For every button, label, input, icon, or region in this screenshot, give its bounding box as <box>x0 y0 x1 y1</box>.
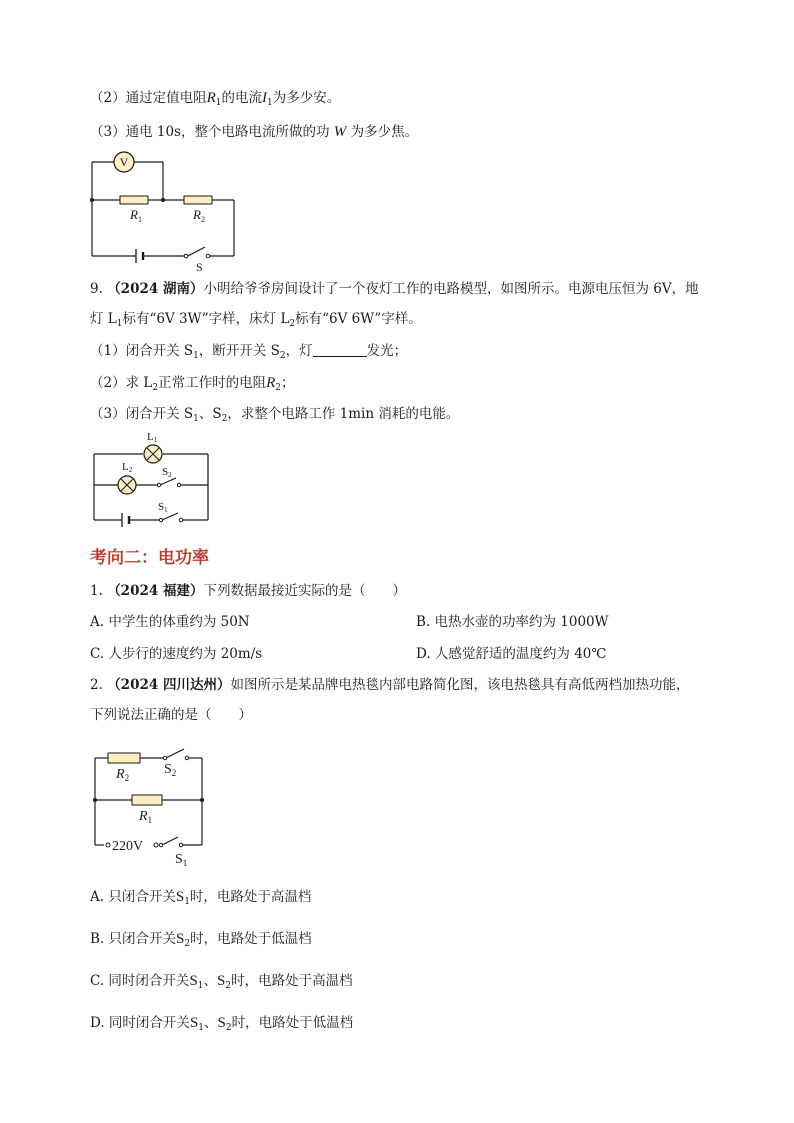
resistor-r2-icon <box>108 753 140 763</box>
q8-part2-mid: 的电流 <box>221 90 262 106</box>
q9-stem-line2 <box>90 309 422 334</box>
q2-option-b-suffix: 时，电路处于低温档 <box>190 931 312 947</box>
q2-option-b[interactable] <box>90 929 312 954</box>
q8-part2-I-sub: 1 <box>267 98 273 108</box>
q1-option-d[interactable]: D. 人感觉舒适的温度约为 40℃ <box>416 646 607 662</box>
switch-contact <box>157 483 160 486</box>
l1-label: L1 <box>147 431 158 444</box>
junction-dot <box>200 798 204 802</box>
battery-icon <box>136 249 143 263</box>
q9-p2-a: （2）求 L <box>90 375 153 391</box>
switch-contact <box>159 518 162 521</box>
q2-option-b-prefix: B. 只闭合开关 <box>90 931 177 947</box>
switch-contact <box>185 756 188 759</box>
q2-option-c-suffix: 时，电路处于高温档 <box>231 973 353 989</box>
q9-circuit-diagram <box>88 428 216 530</box>
q9-part3 <box>90 404 459 429</box>
q9-stem2-a: 灯 L <box>90 311 117 327</box>
q1-option-c[interactable]: C. 人步行的速度约为 20m/s <box>90 646 263 662</box>
q9-answer-blank[interactable] <box>313 342 367 357</box>
lamp-l2-icon <box>118 476 136 494</box>
q9-stem2-c: 标有“6V 6W”字样。 <box>295 311 422 327</box>
q8-part2-R: R <box>206 90 216 106</box>
switch-contact <box>179 518 182 521</box>
q8-circuit-diagram <box>86 150 246 274</box>
q9-p1-b-sub: 2 <box>279 351 286 361</box>
q2-option-c-s1-sub: 1 <box>197 981 204 991</box>
q9-p1-a-sub: 1 <box>193 351 199 361</box>
q2-option-c-s2-sub: 2 <box>225 981 232 991</box>
terminal-contact <box>154 843 158 847</box>
switch-contact <box>163 756 166 759</box>
s2-label: S2 <box>162 466 172 479</box>
q2-stem-line1 <box>90 675 689 695</box>
switch-s-label: S <box>196 260 203 274</box>
q9-p1-b: ，断开开关 S <box>198 343 280 359</box>
q1-source: （2024 福建） <box>107 583 204 599</box>
q1-number: 1. <box>90 583 103 599</box>
q9-stem2-b: 标有“6V 3W”字样，床灯 L <box>122 311 290 327</box>
q9-stem2-b-sub: 2 <box>289 319 296 329</box>
voltage-label: 220V <box>112 839 144 854</box>
q2-number: 2. <box>90 677 103 693</box>
q9-p3-a: （3）闭合开关 S <box>90 406 194 422</box>
q2-circuit-diagram <box>90 738 218 872</box>
q1-stem <box>90 581 406 601</box>
q9-p3-a-sub: 1 <box>193 414 199 424</box>
q9-part1 <box>90 341 407 366</box>
q2-option-a-prefix: A. 只闭合开关 <box>90 889 176 905</box>
q1-option-a[interactable]: A. 中学生的体重约为 50N <box>90 614 250 630</box>
switch-contact <box>179 843 182 846</box>
q2-option-d[interactable] <box>90 1013 353 1038</box>
q2-option-a-suffix: 时，电路处于高温档 <box>189 889 312 905</box>
resistor-r1-icon <box>132 795 162 805</box>
s1-label: S1 <box>158 501 168 514</box>
switch-contact <box>177 483 180 486</box>
q9-stem2-a-sub: 1 <box>116 319 123 329</box>
resistor-r1-icon <box>120 196 148 204</box>
q2-option-c-sep: 、 <box>203 973 218 989</box>
q9-p1-d: 发光； <box>366 343 408 359</box>
junction-dot <box>90 198 94 202</box>
q9-p2-R: R <box>266 375 276 391</box>
q9-part2 <box>90 373 295 398</box>
q9-p2-b: 正常工作时的电阻 <box>158 375 267 391</box>
r1-label: $R_1$ <box>139 809 153 825</box>
s2-label: $S_2$ <box>164 762 177 778</box>
q1-option-b[interactable]: B. 电热水壶的功率约为 1000W <box>416 614 609 630</box>
section-title: 考向二：电功率 <box>90 548 209 568</box>
q8-part3-prefix: （3）通电 10s，整个电路电流所做的功 <box>90 124 330 140</box>
q9-p3-c: ，求整个电路工作 1min 消耗的电能。 <box>227 406 460 422</box>
resistor-r2-icon <box>184 196 212 204</box>
q8-part3-suffix: 为多少焦。 <box>350 124 419 140</box>
q2-option-d-s2-sub: 2 <box>225 1023 232 1033</box>
q2-option-c-s1: S <box>189 973 198 989</box>
junction-dot <box>161 198 165 202</box>
q9-p2-a-sub: 2 <box>152 383 159 393</box>
q9-p3-b-sub: 2 <box>221 414 228 424</box>
switch-contact <box>206 254 210 258</box>
switch-contact <box>184 254 188 258</box>
q2-option-d-s1-sub: 1 <box>198 1023 205 1033</box>
terminal-contact <box>106 843 110 847</box>
q9-stem-line1 <box>90 279 699 299</box>
q2-option-d-prefix: D. 同时闭合开关 <box>90 1015 190 1031</box>
r2-label: $R_2$ <box>116 767 130 783</box>
q9-source: （2024 湖南） <box>107 281 204 297</box>
l2-label: L2 <box>122 461 133 474</box>
q2-option-b-s: S <box>176 931 185 947</box>
q8-part2-I: I <box>262 90 267 106</box>
q2-stem1: 如图所示是某品牌电热毯内部电路简化图，该电热毯具有高低两档加热功能， <box>230 677 690 693</box>
q8-part3-W: W <box>333 124 347 140</box>
q9-p1-a: （1）闭合开关 S <box>90 343 194 359</box>
q9-p3-b: 、S <box>198 406 222 422</box>
q9-p2-R-sub: 2 <box>275 383 281 393</box>
q2-option-a[interactable] <box>90 887 311 912</box>
q8-part2-prefix: （2）通过定值电阻 <box>90 90 207 106</box>
q2-option-d-sep: 、 <box>204 1015 218 1031</box>
q2-source: （2024 四川达州） <box>107 677 231 693</box>
q2-option-c[interactable] <box>90 971 353 996</box>
q9-number: 9. <box>90 281 103 297</box>
q9-stem1: 小明给爷爷房间设计了一个夜灯工作的电路模型，如图所示。电源电压恒为 6V，地 <box>203 281 699 297</box>
s1-label: $S_1$ <box>175 852 188 868</box>
q8-part2-R-sub: 1 <box>215 98 222 108</box>
q1-stem-text: 下列数据最接近实际的是（ ） <box>203 583 406 599</box>
q2-option-d-suffix: 时，电路处于低温档 <box>231 1015 354 1031</box>
r2-label: $R_2$ <box>193 207 205 224</box>
q8-part2 <box>90 88 340 113</box>
voltmeter-label: V <box>119 155 129 169</box>
q8-part3 <box>90 122 418 142</box>
q2-option-a-s: S <box>175 889 185 905</box>
q2-option-c-s2: S <box>217 973 226 989</box>
q2-option-c-prefix: C. 同时闭合开关 <box>90 973 190 989</box>
junction-dot <box>93 798 97 802</box>
switch-contact <box>159 843 162 846</box>
r1-label: $R_1$ <box>130 207 142 224</box>
lamp-l1-icon <box>144 445 162 463</box>
q2-option-b-sub: 2 <box>184 939 191 949</box>
q2-option-d-s1: S <box>189 1015 199 1031</box>
q9-p2-c: ； <box>281 375 295 391</box>
q2-option-d-s2: S <box>217 1015 226 1031</box>
battery-icon <box>122 513 129 527</box>
q2-stem-line2: 下列说法正确的是（ ） <box>90 707 252 723</box>
q8-part2-suffix: 为多少安。 <box>272 90 341 106</box>
q2-option-a-sub: 1 <box>184 897 190 907</box>
q9-p1-c: ，灯 <box>285 343 313 359</box>
